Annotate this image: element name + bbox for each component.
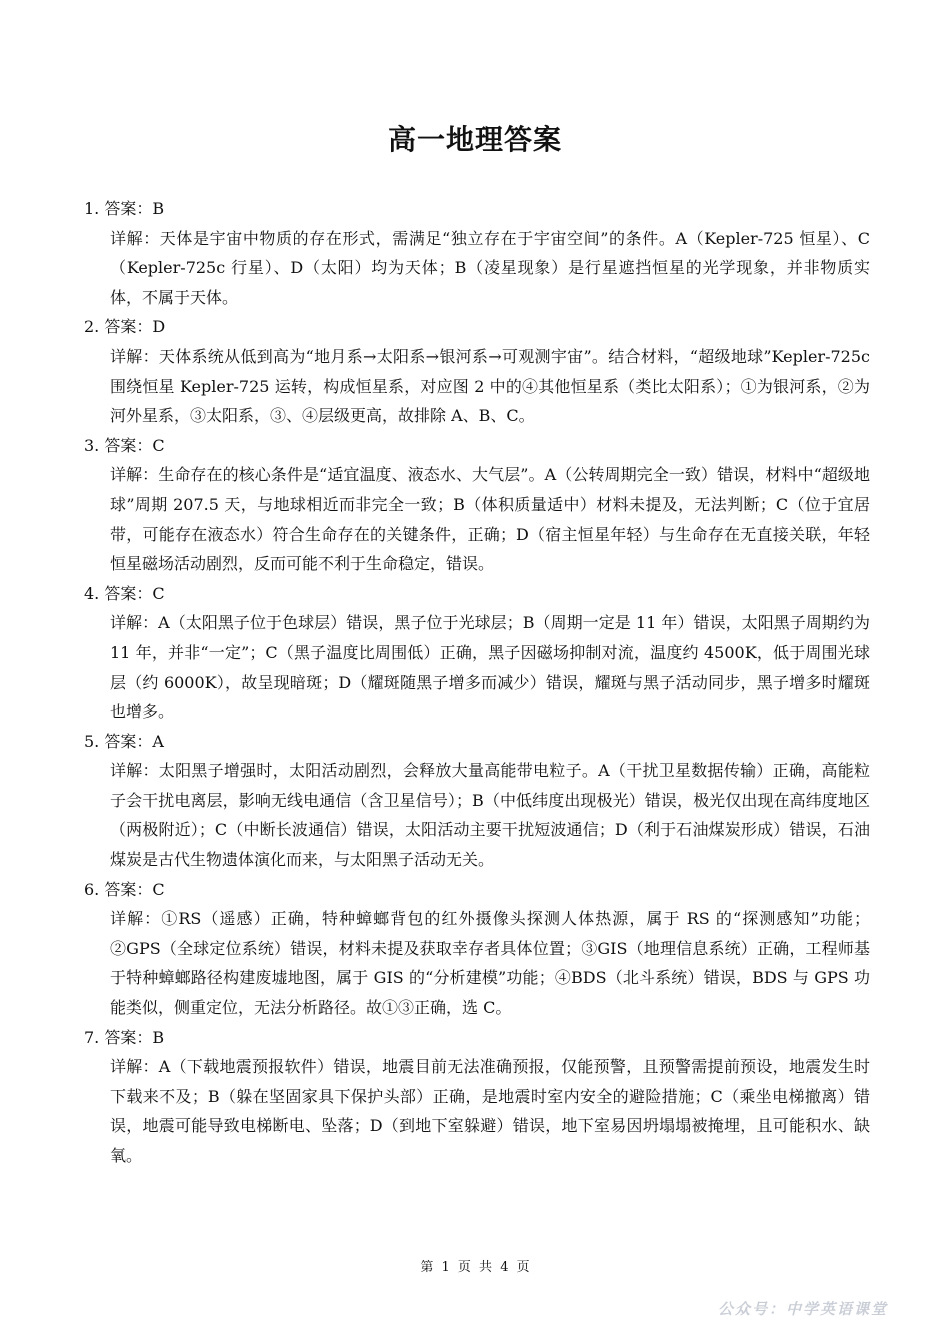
- answer-explanation: 详解：天体是宇宙中物质的存在形式，需满足“独立存在于宇宙空间”的条件。A（Kepler-725 恒星）、C（Kepler-725c 行星）、D（太阳）均为天体；B（凌星现象）是行星遮挡恒星的光学现象，并非物质实体，不属于天体。: [110, 228, 870, 307]
- answer-heading: 3. 答案：C: [84, 435, 165, 455]
- page-title: 高一地理答案: [387, 123, 562, 156]
- answer-heading: 4. 答案：C: [84, 583, 165, 603]
- answer-heading: 7. 答案：B: [84, 1027, 165, 1047]
- answer-item-2: [84, 312, 870, 430]
- answer-explanation: 详解：A（太阳黑子位于色球层）错误，黑子位于光球层；B（周期一定是 11 年）错误，太阳黑子周期约为 11 年，并非“一定”；C（黑子温度比周围低）正确，黑子因磁场抑制对流，温度约 4500K，低于周围光球层（约 6000K），故呈现暗斑；D（耀斑随黑子增多而减少）错误，耀斑与黑子活动同步，黑子增多时耀斑也增多。: [110, 613, 870, 722]
- answer-item-1: [84, 194, 870, 312]
- answer-list: [84, 194, 870, 1171]
- answer-item-4: [84, 579, 870, 727]
- answer-heading: 5. 答案：A: [84, 731, 164, 751]
- answer-heading: 2. 答案：D: [84, 317, 166, 337]
- answer-explanation: 详解：A（下载地震预报软件）错误，地震目前无法准确预报，仅能预警，且预警需提前预设，地震发生时下载来不及；B（躲在坚固家具下保护头部）正确，是地震时室内安全的避险措施；C（乘坐电梯撤离）错误，地震可能导致电梯断电、坠落；D（到地下室躲避）错误，地下室易因坍塌塌被掩埋，且可能积水、缺氧。: [110, 1057, 870, 1165]
- answer-item-7: [84, 1023, 870, 1171]
- answer-item-5: [84, 727, 870, 875]
- answer-explanation: 详解：①RS（遥感）正确，特种蟑螂背包的红外摄像头探测人体热源，属于 RS 的“探测感知”功能；②GPS（全球定位系统）错误，材料未提及获取幸存者具体位置；③GIS（地理信息系统）正确，工程师基于特种蟑螂路径构建废墟地图，属于 GIS 的“分析建模”功能；④BDS（北斗系统）错误，BDS 与 GPS 功能类似，侧重定位，无法分析路径。故①③正确，选 C。: [110, 909, 870, 1018]
- answer-explanation: 详解：天体系统从低到高为“地月系→太阳系→银河系→可观测宇宙”。结合材料，“超级地球”Kepler-725c 围绕恒星 Kepler-725 运转，构成恒星系，对应图 2 中的④其他恒星系（类比太阳系）；①为银河系，②为河外星系，③太阳系，③、④层级更高，故排除 A、B、C。: [110, 346, 870, 426]
- answer-item-6: [84, 875, 870, 1023]
- answer-explanation: 详解：太阳黑子增强时，太阳活动剧烈，会释放大量高能带电粒子。A（干扰卫星数据传输）正确，高能粒子会干扰电离层，影响无线电通信（含卫星信号）；B（中低纬度出现极光）错误，极光仅出现在高纬度地区（两极附近）；C（中断长波通信）错误，太阳活动主要干扰短波通信；D（利于石油煤炭形成）错误，石油煤炭是古代生物遗体演化而来，与太阳黑子活动无关。: [110, 761, 870, 870]
- answer-heading: 6. 答案：C: [84, 879, 165, 899]
- answer-item-3: [84, 431, 870, 579]
- answer-heading: 1. 答案：B: [84, 199, 165, 218]
- answer-explanation: 详解：生命存在的核心条件是“适宜温度、液态水、大气层”。A（公转周期完全一致）错误，材料中“超级地球”周期 207.5 天，与地球相近而非完全一致；B（体积质量适中）材料未提及，无法判断；C（位于宜居带，可能存在液态水）符合生命存在的关键条件，正确；D（宿主恒星年轻）与生命存在无直接关联，年轻恒星磁场活动剧烈，反而可能不利于生命稳定，错误。: [110, 465, 870, 574]
- watermark: 公众号：中学英语课堂: [717, 1300, 888, 1318]
- page-number: 第 1 页 共 4 页: [420, 1260, 530, 1275]
